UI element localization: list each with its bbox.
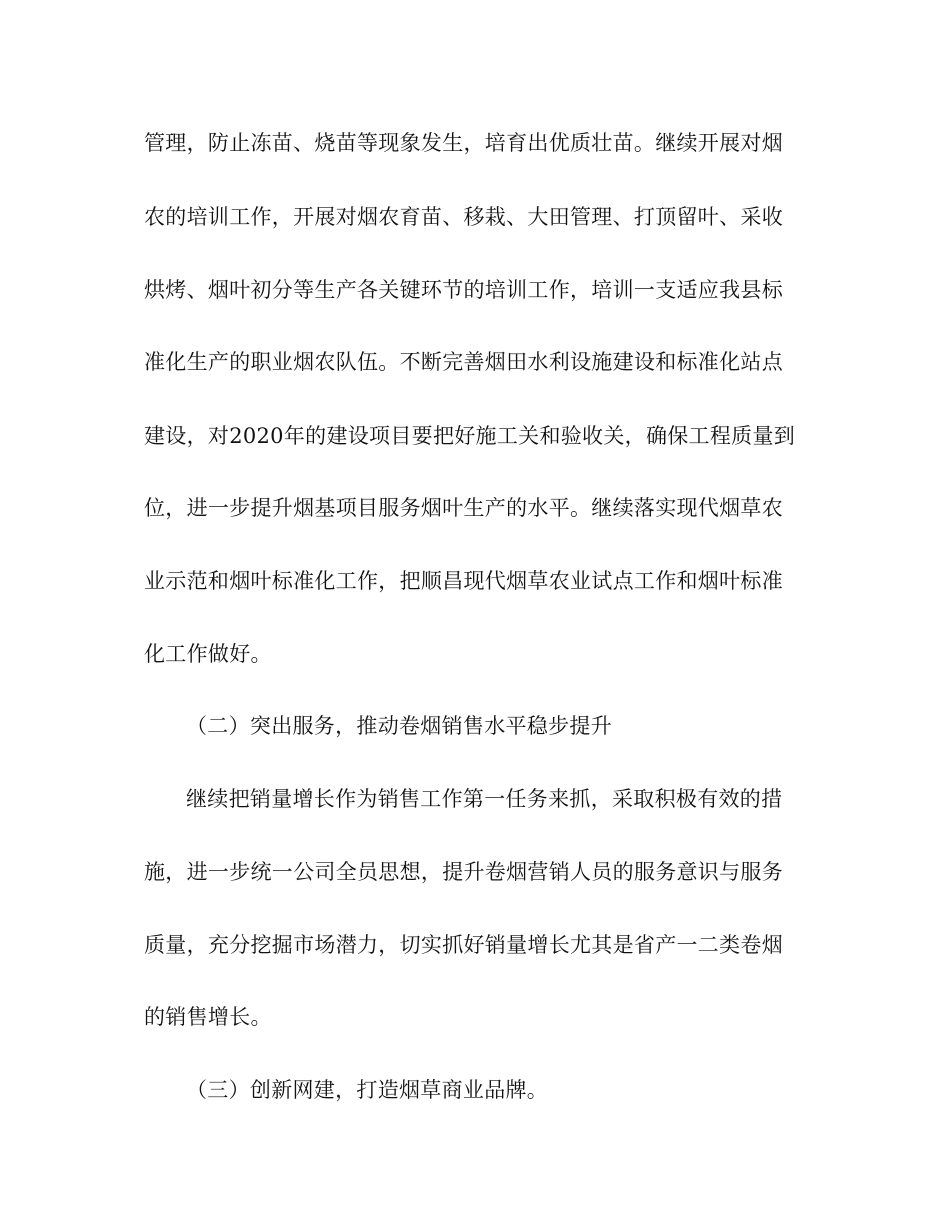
paragraph-line: 农的培训工作，开展对烟农育苗、移栽、大田管理、打顶留叶、采收 [144, 205, 783, 229]
paragraph-line: 的销售增长。 [144, 1005, 272, 1029]
section-heading: （二）突出服务，推动卷烟销售水平稳步提升 [186, 714, 612, 738]
paragraph-line: 建设，对2020年的建设项目要把好施工关和验收关，确保工程质量到 [144, 424, 796, 448]
paragraph-line: 业示范和烟叶标准化工作，把顺昌现代烟草农业试点工作和烟叶标准 [144, 569, 783, 593]
paragraph-line: 继续把销量增长作为销售工作第一任务来抓，采取积极有效的措 [186, 787, 783, 811]
paragraph-line: 管理，防止冻苗、烧苗等现象发生，培育出优质壮苗。继续开展对烟 [144, 131, 783, 155]
paragraph-line: 施，进一步统一公司全员思想，提升卷烟营销人员的服务意识与服务 [144, 860, 783, 884]
paragraph-line: 质量，充分挖掘市场潜力，切实抓好销量增长尤其是省产一二类卷烟 [144, 933, 783, 957]
paragraph-line: 位，进一步提升烟基项目服务烟叶生产的水平。继续落实现代烟草农 [144, 496, 783, 520]
paragraph-line: 烘烤、烟叶初分等生产各关键环节的培训工作，培训一支适应我县标 [144, 278, 783, 302]
paragraph-line: 化工作做好。 [144, 642, 272, 666]
section-heading: （三）创新网建，打造烟草商业品牌。 [186, 1078, 549, 1102]
paragraph-line: 准化生产的职业烟农队伍。不断完善烟田水利设施建设和标准化站点 [144, 350, 783, 374]
